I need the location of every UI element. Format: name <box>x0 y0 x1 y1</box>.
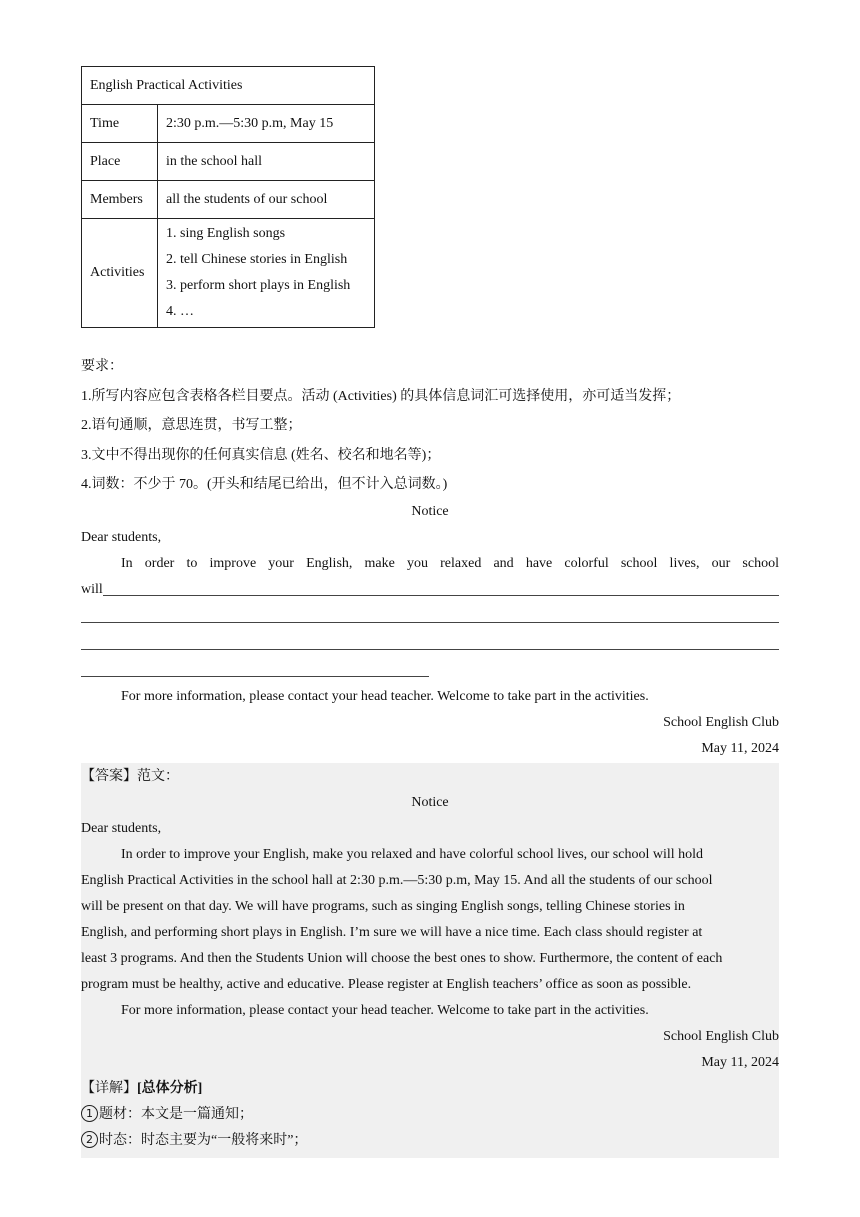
table-row <box>82 143 375 181</box>
answer-title: Notice <box>411 794 449 810</box>
table-row <box>82 219 375 328</box>
task-blank-first <box>81 577 779 603</box>
table-label-time: Time <box>82 105 158 143</box>
table-title: English Practical Activities <box>82 67 375 105</box>
requirement-item: 4.词数：不少于 70。(开头和结尾已给出，但不计入总词数。) <box>81 477 448 492</box>
task-greeting: Dear students, <box>81 529 162 545</box>
task-opening-word: will <box>81 581 103 597</box>
table-value-members: all the students of our school <box>158 181 375 219</box>
answer-blank-line <box>81 630 779 650</box>
answer-greeting: Dear students, <box>81 820 162 836</box>
analysis-heading-line <box>81 1076 779 1102</box>
table-value-activities <box>158 219 375 328</box>
answer-blank-line <box>81 603 779 623</box>
task-date: May 11, 2024 <box>701 740 779 756</box>
table-row <box>82 181 375 219</box>
analysis-item <box>81 1128 779 1154</box>
answer-line: In order to improve your English, make you relaxed and have colorful school lives, our school will hold <box>121 846 704 862</box>
table-value-place: in the school hall <box>158 143 375 181</box>
requirement-item: 2.语句通顺，意思连贯，书写工整； <box>81 418 302 433</box>
answer-date: May 11, 2024 <box>701 1054 779 1070</box>
table-label-activities: Activities <box>82 219 158 328</box>
table-label-place: Place <box>82 143 158 181</box>
requirement-item: 3.文中不得出现你的任何真实信息 (姓名、校名和地名等)； <box>81 447 441 463</box>
analysis-item-text: 时态：时态主要为“一般将来时”； <box>99 1132 308 1148</box>
analysis-item <box>81 1102 779 1128</box>
requirement-item: 1.所写内容应包含表格各栏目要点。活动 (Activities) 的具体信息词汇可选择使用，亦可适当发挥； <box>81 388 681 404</box>
activity-item: 3. perform short plays in English <box>166 278 351 293</box>
table-value-time: 2:30 p.m.—5:30 p.m, May 15 <box>158 105 375 143</box>
writing-task <box>81 499 779 762</box>
table-row <box>82 105 375 143</box>
answer-line: least 3 programs. And then the Students Union will choose the best ones to show. Furthermore, the content of each <box>81 950 723 966</box>
requirements-heading: 要求： <box>81 359 123 374</box>
answer-line: program must be healthy, active and educative. Please register at English teachers’ office as soon as possible. <box>81 976 692 992</box>
activity-item: 2. tell Chinese stories in English <box>166 252 348 267</box>
answer-line: English Practical Activities in the school hall at 2:30 p.m.—5:30 p.m, May 15. And all the students of our school <box>81 872 713 888</box>
analysis-heading: [总体分析] <box>137 1080 203 1096</box>
answer-section <box>81 763 779 1158</box>
circled-number-icon: 1 <box>81 1105 98 1122</box>
answer-label: 【答案】范文： <box>81 768 179 784</box>
requirements <box>81 352 779 500</box>
answer-line: English, and performing short plays in English. I’m sure we will have a nice time. Each class should register at <box>81 924 703 940</box>
table-label-members: Members <box>82 181 158 219</box>
activity-item: 4. … <box>166 304 194 319</box>
answer-blank-line <box>81 657 429 677</box>
activity-item: 1. sing English songs <box>166 226 286 241</box>
analysis-item-text: 题材：本文是一篇通知； <box>99 1106 253 1122</box>
task-title: Notice <box>411 503 449 519</box>
answer-closing: For more information, please contact your head teacher. Welcome to take part in the activities. <box>121 1002 649 1018</box>
task-signature: School English Club <box>663 714 779 730</box>
task-opening-line: In order to improve your English, make you relaxed and have colorful school lives, our school <box>121 555 779 571</box>
analysis-label: 【详解】 <box>81 1080 137 1096</box>
document-page <box>81 66 779 1158</box>
circled-number-icon: 2 <box>81 1131 98 1148</box>
task-closing: For more information, please contact your head teacher. Welcome to take part in the activities. <box>121 688 649 704</box>
activities-table <box>81 66 375 328</box>
table-title-row <box>82 67 375 105</box>
answer-line: will be present on that day. We will have programs, such as singing English songs, telling Chinese stories in <box>81 898 685 914</box>
answer-blank-line <box>103 595 779 596</box>
answer-signature: School English Club <box>663 1028 779 1044</box>
